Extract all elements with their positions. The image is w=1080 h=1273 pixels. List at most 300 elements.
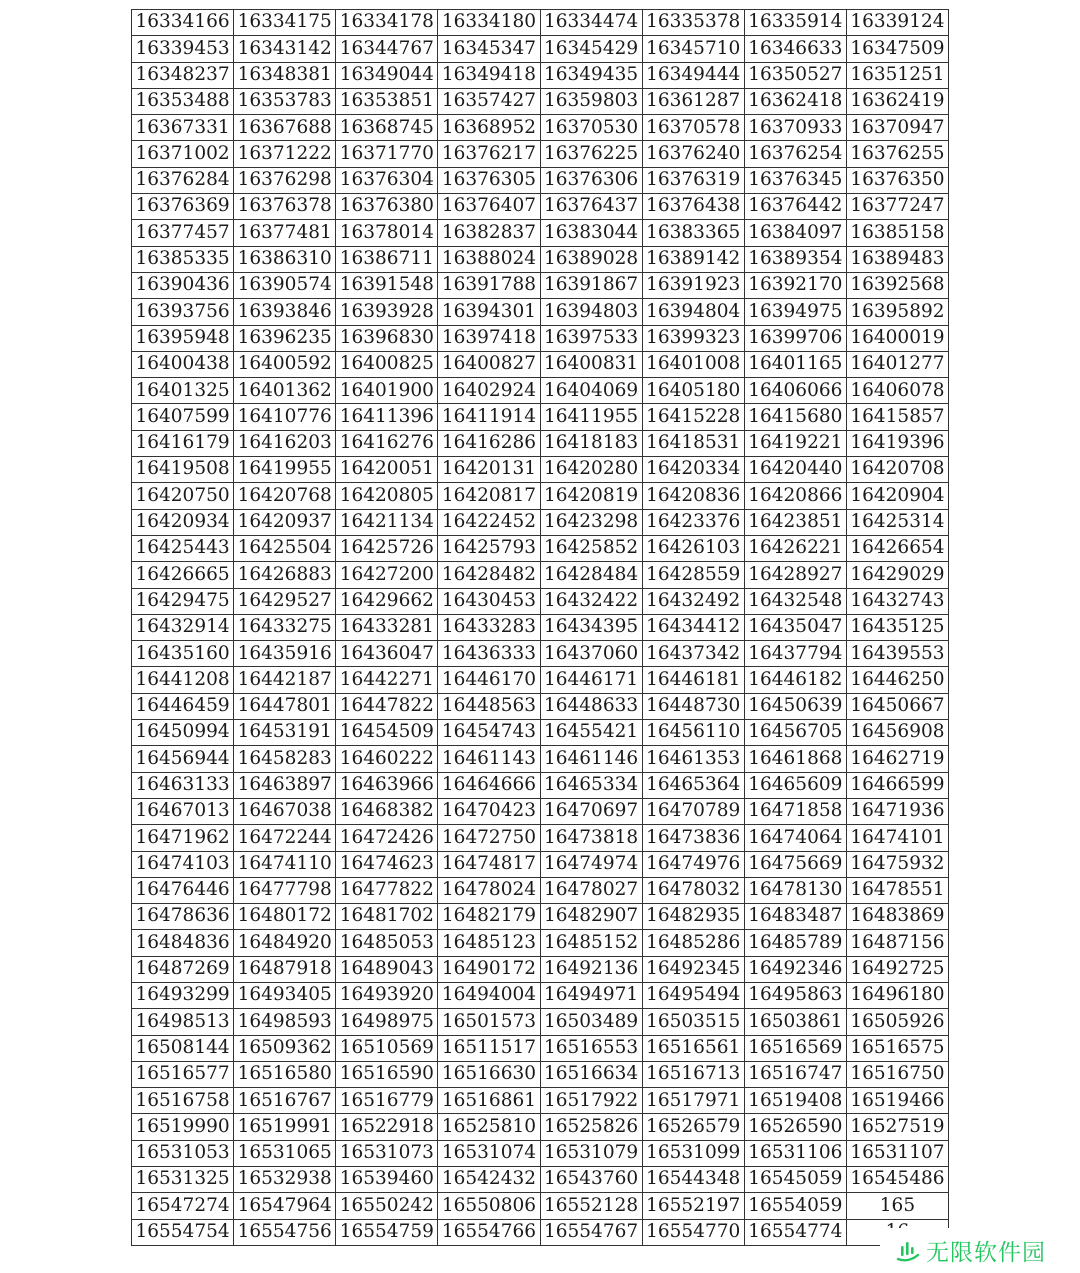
table-cell: 16483487 — [744, 904, 846, 930]
table-row — [132, 351, 949, 377]
table-row — [132, 62, 949, 88]
table-cell: 16508144 — [132, 1035, 234, 1061]
table-cell: 16447801 — [234, 693, 336, 719]
table-cell: 16334166 — [132, 10, 234, 36]
table-cell: 16419508 — [132, 457, 234, 483]
table-cell: 16428559 — [642, 562, 744, 588]
table-cell: 16484836 — [132, 930, 234, 956]
table-row — [132, 457, 949, 483]
table-cell: 16349044 — [336, 62, 438, 88]
table-cell: 16461146 — [540, 746, 642, 772]
table-cell: 16441208 — [132, 667, 234, 693]
table-cell: 16425726 — [336, 535, 438, 561]
table-cell: 16463133 — [132, 772, 234, 798]
table-cell: 16516779 — [336, 1088, 438, 1114]
table-cell: 16357427 — [438, 88, 540, 114]
table-cell: 16496180 — [846, 982, 948, 1008]
table-cell: 16420904 — [846, 483, 948, 509]
table-cell: 16447822 — [336, 693, 438, 719]
table-cell: 16472426 — [336, 825, 438, 851]
table-cell: 16388024 — [438, 246, 540, 272]
table-row — [132, 877, 949, 903]
table-cell: 16495494 — [642, 982, 744, 1008]
table-cell: 16426883 — [234, 562, 336, 588]
table-cell: 16389142 — [642, 246, 744, 272]
table-row — [132, 798, 949, 824]
table-cell: 16519990 — [132, 1114, 234, 1140]
table-cell: 16554756 — [234, 1219, 336, 1245]
table-cell: 16429527 — [234, 588, 336, 614]
table-cell: 16391923 — [642, 272, 744, 298]
table-cell: 16461353 — [642, 746, 744, 772]
table-cell: 16376254 — [744, 141, 846, 167]
table-cell: 16428484 — [540, 562, 642, 588]
table-cell: 16426103 — [642, 535, 744, 561]
table-cell: 16531325 — [132, 1167, 234, 1193]
table-cell: 16386310 — [234, 246, 336, 272]
table-cell: 16359803 — [540, 88, 642, 114]
table-cell: 16428482 — [438, 562, 540, 588]
table-cell: 16419221 — [744, 430, 846, 456]
table-row — [132, 535, 949, 561]
table-cell: 16516577 — [132, 1061, 234, 1087]
table-cell: 16492136 — [540, 956, 642, 982]
table-cell: 16420934 — [132, 509, 234, 535]
table-cell: 16390436 — [132, 272, 234, 298]
table-cell: 16493920 — [336, 982, 438, 1008]
table-cell: 16334178 — [336, 10, 438, 36]
table-cell: 16468382 — [336, 798, 438, 824]
table-cell: 16542432 — [438, 1167, 540, 1193]
table-cell: 16385158 — [846, 220, 948, 246]
table-row — [132, 1167, 949, 1193]
table-cell: 16462719 — [846, 746, 948, 772]
table-cell: 16377247 — [846, 194, 948, 220]
table-cell: 16425793 — [438, 535, 540, 561]
table-cell: 16433283 — [438, 614, 540, 640]
table-cell: 16426654 — [846, 535, 948, 561]
table-cell: 16420866 — [744, 483, 846, 509]
table-cell: 16425852 — [540, 535, 642, 561]
table-cell: 16456110 — [642, 720, 744, 746]
table-cell: 16407599 — [132, 404, 234, 430]
table-cell: 16510569 — [336, 1035, 438, 1061]
table-row — [132, 851, 949, 877]
table-cell: 16383365 — [642, 220, 744, 246]
table-row — [132, 1140, 949, 1166]
table-cell: 16554774 — [744, 1219, 846, 1245]
table-cell: 16471962 — [132, 825, 234, 851]
table-cell: 16392170 — [744, 272, 846, 298]
table-cell: 16421134 — [336, 509, 438, 535]
table-cell: 16416203 — [234, 430, 336, 456]
table-cell: 16376438 — [642, 194, 744, 220]
table-cell: 16526590 — [744, 1114, 846, 1140]
table-cell: 16419955 — [234, 457, 336, 483]
table-cell: 16419396 — [846, 430, 948, 456]
table-cell: 16494971 — [540, 982, 642, 1008]
table-cell: 16389028 — [540, 246, 642, 272]
table-cell: 165 — [846, 1193, 948, 1219]
table-cell: 16432914 — [132, 614, 234, 640]
table-cell: 16554754 — [132, 1219, 234, 1245]
table-cell: 16517971 — [642, 1088, 744, 1114]
table-cell: 16454743 — [438, 720, 540, 746]
table-cell: 16423376 — [642, 509, 744, 535]
table-cell: 16456908 — [846, 720, 948, 746]
table-cell: 16376305 — [438, 167, 540, 193]
table-cell: 16454509 — [336, 720, 438, 746]
table-cell: 16394804 — [642, 299, 744, 325]
table-cell: 16446171 — [540, 667, 642, 693]
table-cell: 16465609 — [744, 772, 846, 798]
table-row — [132, 1114, 949, 1140]
table-cell: 16545059 — [744, 1167, 846, 1193]
table-cell: 16472750 — [438, 825, 540, 851]
table-cell: 16485789 — [744, 930, 846, 956]
table-cell: 16498593 — [234, 1009, 336, 1035]
table-cell: 16401277 — [846, 351, 948, 377]
table-row — [132, 167, 949, 193]
table-cell: 16471936 — [846, 798, 948, 824]
table-cell: 16401362 — [234, 378, 336, 404]
table-cell: 16446459 — [132, 693, 234, 719]
table-cell: 16498975 — [336, 1009, 438, 1035]
table-cell: 16485152 — [540, 930, 642, 956]
table-cell: 16461868 — [744, 746, 846, 772]
table-cell: 16448563 — [438, 693, 540, 719]
table-cell: 16554059 — [744, 1193, 846, 1219]
table-cell: 16480172 — [234, 904, 336, 930]
table-cell: 16442187 — [234, 667, 336, 693]
table-cell: 16437342 — [642, 641, 744, 667]
table-cell: 16519408 — [744, 1088, 846, 1114]
table-row — [132, 746, 949, 772]
table-cell: 16376217 — [438, 141, 540, 167]
table-cell: 16376284 — [132, 167, 234, 193]
table-cell: 16478130 — [744, 877, 846, 903]
table-cell: 16389354 — [744, 246, 846, 272]
table-cell: 16376350 — [846, 167, 948, 193]
table-cell: 16391788 — [438, 272, 540, 298]
table-cell: 16432422 — [540, 588, 642, 614]
table-row — [132, 115, 949, 141]
table-cell: 16395948 — [132, 325, 234, 351]
table-cell: 16353783 — [234, 88, 336, 114]
table-cell: 16423298 — [540, 509, 642, 535]
table-cell: 16377481 — [234, 220, 336, 246]
table-cell: 16416276 — [336, 430, 438, 456]
table-cell: 16362419 — [846, 88, 948, 114]
table-cell: 16418183 — [540, 430, 642, 456]
table-cell: 16471858 — [744, 798, 846, 824]
table-cell: 16420131 — [438, 457, 540, 483]
table-cell: 16503489 — [540, 1009, 642, 1035]
table-cell: 16494004 — [438, 982, 540, 1008]
table-row — [132, 1219, 949, 1245]
table-cell: 16516713 — [642, 1061, 744, 1087]
table-cell: 16345347 — [438, 36, 540, 62]
table-cell: 16495863 — [744, 982, 846, 1008]
table-cell: 16446181 — [642, 667, 744, 693]
table-cell: 16525810 — [438, 1114, 540, 1140]
table-cell: 16435125 — [846, 614, 948, 640]
table-cell: 16474623 — [336, 851, 438, 877]
table-cell: 16376369 — [132, 194, 234, 220]
table-cell: 16433281 — [336, 614, 438, 640]
table-row — [132, 272, 949, 298]
table-cell: 16503861 — [744, 1009, 846, 1035]
table-cell: 16402924 — [438, 378, 540, 404]
table-cell: 16458283 — [234, 746, 336, 772]
table-cell: 16432492 — [642, 588, 744, 614]
table-cell: 16531065 — [234, 1140, 336, 1166]
table-cell: 16485123 — [438, 930, 540, 956]
table-cell: 16482179 — [438, 904, 540, 930]
table-cell: 16453191 — [234, 720, 336, 746]
table-cell: 16344767 — [336, 36, 438, 62]
table-cell: 16519466 — [846, 1088, 948, 1114]
table-cell: 16371770 — [336, 141, 438, 167]
table-cell: 16473818 — [540, 825, 642, 851]
table-cell: 16503515 — [642, 1009, 744, 1035]
table-cell: 16376304 — [336, 167, 438, 193]
table-cell: 16554767 — [540, 1219, 642, 1245]
table-row — [132, 1009, 949, 1035]
table-cell: 16492725 — [846, 956, 948, 982]
table-cell: 16552197 — [642, 1193, 744, 1219]
table-cell: 16470423 — [438, 798, 540, 824]
table-cell: 16501573 — [438, 1009, 540, 1035]
table-cell: 16399706 — [744, 325, 846, 351]
table-row — [132, 194, 949, 220]
table-row — [132, 141, 949, 167]
table-cell: 16371002 — [132, 141, 234, 167]
table-cell: 16519991 — [234, 1114, 336, 1140]
table-cell: 16455421 — [540, 720, 642, 746]
table-cell: 16456944 — [132, 746, 234, 772]
table-cell: 16335914 — [744, 10, 846, 36]
table-cell: 16418531 — [642, 430, 744, 456]
table-cell: 16463966 — [336, 772, 438, 798]
table-cell: 16339124 — [846, 10, 948, 36]
table-cell: 16545486 — [846, 1167, 948, 1193]
table-row — [132, 667, 949, 693]
table-cell: 16432548 — [744, 588, 846, 614]
table-cell: 16394803 — [540, 299, 642, 325]
table-cell: 16492345 — [642, 956, 744, 982]
table-cell: 16420440 — [744, 457, 846, 483]
table-cell: 16473836 — [642, 825, 744, 851]
table-cell: 16474101 — [846, 825, 948, 851]
table-cell: 16485053 — [336, 930, 438, 956]
table-cell: 16415228 — [642, 404, 744, 430]
table-cell: 16484920 — [234, 930, 336, 956]
table-cell: 16461143 — [438, 746, 540, 772]
table-cell: 16430453 — [438, 588, 540, 614]
table-row — [132, 1193, 949, 1219]
table-cell: 16416179 — [132, 430, 234, 456]
table-cell: 16485286 — [642, 930, 744, 956]
table-cell: 16396830 — [336, 325, 438, 351]
number-table — [131, 9, 949, 1246]
table-cell: 16420805 — [336, 483, 438, 509]
table-cell: 16420768 — [234, 483, 336, 509]
table-cell: 16450994 — [132, 720, 234, 746]
watermark-text: 无限软件园 — [926, 1240, 1046, 1266]
table-cell: 16478032 — [642, 877, 744, 903]
table-row — [132, 693, 949, 719]
table-cell: 16411914 — [438, 404, 540, 430]
table-cell: 16516561 — [642, 1035, 744, 1061]
table-cell: 16477822 — [336, 877, 438, 903]
table-cell: 16370933 — [744, 115, 846, 141]
table-cell: 16478551 — [846, 877, 948, 903]
table-cell: 16448633 — [540, 693, 642, 719]
table-cell: 16382837 — [438, 220, 540, 246]
table-cell: 16351251 — [846, 62, 948, 88]
table-cell: 16525826 — [540, 1114, 642, 1140]
table-cell: 16346633 — [744, 36, 846, 62]
table-cell: 16526579 — [642, 1114, 744, 1140]
table-cell: 16439553 — [846, 641, 948, 667]
table-cell: 16493405 — [234, 982, 336, 1008]
table-row — [132, 246, 949, 272]
table-cell: 16400592 — [234, 351, 336, 377]
table-cell: 16465334 — [540, 772, 642, 798]
table-cell: 16425504 — [234, 535, 336, 561]
table-cell: 16547964 — [234, 1193, 336, 1219]
table-cell: 16334474 — [540, 10, 642, 36]
table-cell: 16390574 — [234, 272, 336, 298]
table-cell: 16436047 — [336, 641, 438, 667]
table-cell: 16435047 — [744, 614, 846, 640]
table-cell: 16516634 — [540, 1061, 642, 1087]
table-cell: 16478636 — [132, 904, 234, 930]
table-cell: 16422452 — [438, 509, 540, 535]
table-cell: 16437060 — [540, 641, 642, 667]
table-cell: 16425443 — [132, 535, 234, 561]
table-cell: 16367331 — [132, 115, 234, 141]
table-cell: 16411955 — [540, 404, 642, 430]
table-cell: 16428927 — [744, 562, 846, 588]
table-cell: 16404069 — [540, 378, 642, 404]
table-cell: 16446182 — [744, 667, 846, 693]
table-cell: 16394301 — [438, 299, 540, 325]
table-cell: 16400827 — [438, 351, 540, 377]
table-cell: 16550806 — [438, 1193, 540, 1219]
table-cell: 16420334 — [642, 457, 744, 483]
table-cell: 16353851 — [336, 88, 438, 114]
table-cell: 16347509 — [846, 36, 948, 62]
table-cell: 16478024 — [438, 877, 540, 903]
leaf-bars-icon — [894, 1237, 922, 1265]
table-cell: 16367688 — [234, 115, 336, 141]
table-cell: 16376298 — [234, 167, 336, 193]
table-cell: 16442271 — [336, 667, 438, 693]
table-row — [132, 930, 949, 956]
table-cell: 16509362 — [234, 1035, 336, 1061]
table-cell: 16349418 — [438, 62, 540, 88]
table-cell: 16399323 — [642, 325, 744, 351]
table-cell: 16410776 — [234, 404, 336, 430]
table-cell: 16420819 — [540, 483, 642, 509]
table-row — [132, 1061, 949, 1087]
table-cell: 16345710 — [642, 36, 744, 62]
table-cell: 16531073 — [336, 1140, 438, 1166]
table-cell: 16516553 — [540, 1035, 642, 1061]
table-cell: 16492346 — [744, 956, 846, 982]
table-row — [132, 562, 949, 588]
table-cell: 16420937 — [234, 509, 336, 535]
table-row — [132, 825, 949, 851]
table-cell: 16527519 — [846, 1114, 948, 1140]
table-cell: 16423851 — [744, 509, 846, 535]
table-cell: 16474110 — [234, 851, 336, 877]
table-cell: 16395892 — [846, 299, 948, 325]
table-row — [132, 1035, 949, 1061]
table-cell: 16446250 — [846, 667, 948, 693]
table-cell: 16415680 — [744, 404, 846, 430]
table-cell: 16516590 — [336, 1061, 438, 1087]
table-cell: 16460222 — [336, 746, 438, 772]
table-cell: 16368745 — [336, 115, 438, 141]
table-row — [132, 483, 949, 509]
table-cell: 16426221 — [744, 535, 846, 561]
table-cell: 16376437 — [540, 194, 642, 220]
table-cell: 16474974 — [540, 851, 642, 877]
table-cell: 16435160 — [132, 641, 234, 667]
table-cell: 16370578 — [642, 115, 744, 141]
table-cell: 16389483 — [846, 246, 948, 272]
table-cell: 16349444 — [642, 62, 744, 88]
table-cell: 16476446 — [132, 877, 234, 903]
table-row — [132, 641, 949, 667]
number-table-body — [132, 10, 949, 1246]
table-row — [132, 1088, 949, 1114]
table-cell: 16450639 — [744, 693, 846, 719]
table-cell: 16376407 — [438, 194, 540, 220]
table-cell: 16393928 — [336, 299, 438, 325]
table-cell: 16539460 — [336, 1167, 438, 1193]
table-cell: 16550242 — [336, 1193, 438, 1219]
table-cell: 16368952 — [438, 115, 540, 141]
table-row — [132, 614, 949, 640]
table-cell: 16498513 — [132, 1009, 234, 1035]
table-cell: 16384097 — [744, 220, 846, 246]
table-cell: 16481702 — [336, 904, 438, 930]
table-cell: 16516569 — [744, 1035, 846, 1061]
table-cell: 16516767 — [234, 1088, 336, 1114]
table-cell: 16334175 — [234, 10, 336, 36]
table-cell: 16391867 — [540, 272, 642, 298]
table-cell: 16378014 — [336, 220, 438, 246]
table-row — [132, 220, 949, 246]
table-cell: 16406078 — [846, 378, 948, 404]
table-cell: 16456705 — [744, 720, 846, 746]
table-cell: 16531074 — [438, 1140, 540, 1166]
table-cell: 16420750 — [132, 483, 234, 509]
table-row — [132, 772, 949, 798]
table-cell: 16433275 — [234, 614, 336, 640]
table-cell: 16376442 — [744, 194, 846, 220]
table-cell: 16434412 — [642, 614, 744, 640]
table-row — [132, 88, 949, 114]
table-cell: 16377457 — [132, 220, 234, 246]
table-cell: 16370947 — [846, 115, 948, 141]
table-cell: 16531106 — [744, 1140, 846, 1166]
table-cell: 16385335 — [132, 246, 234, 272]
